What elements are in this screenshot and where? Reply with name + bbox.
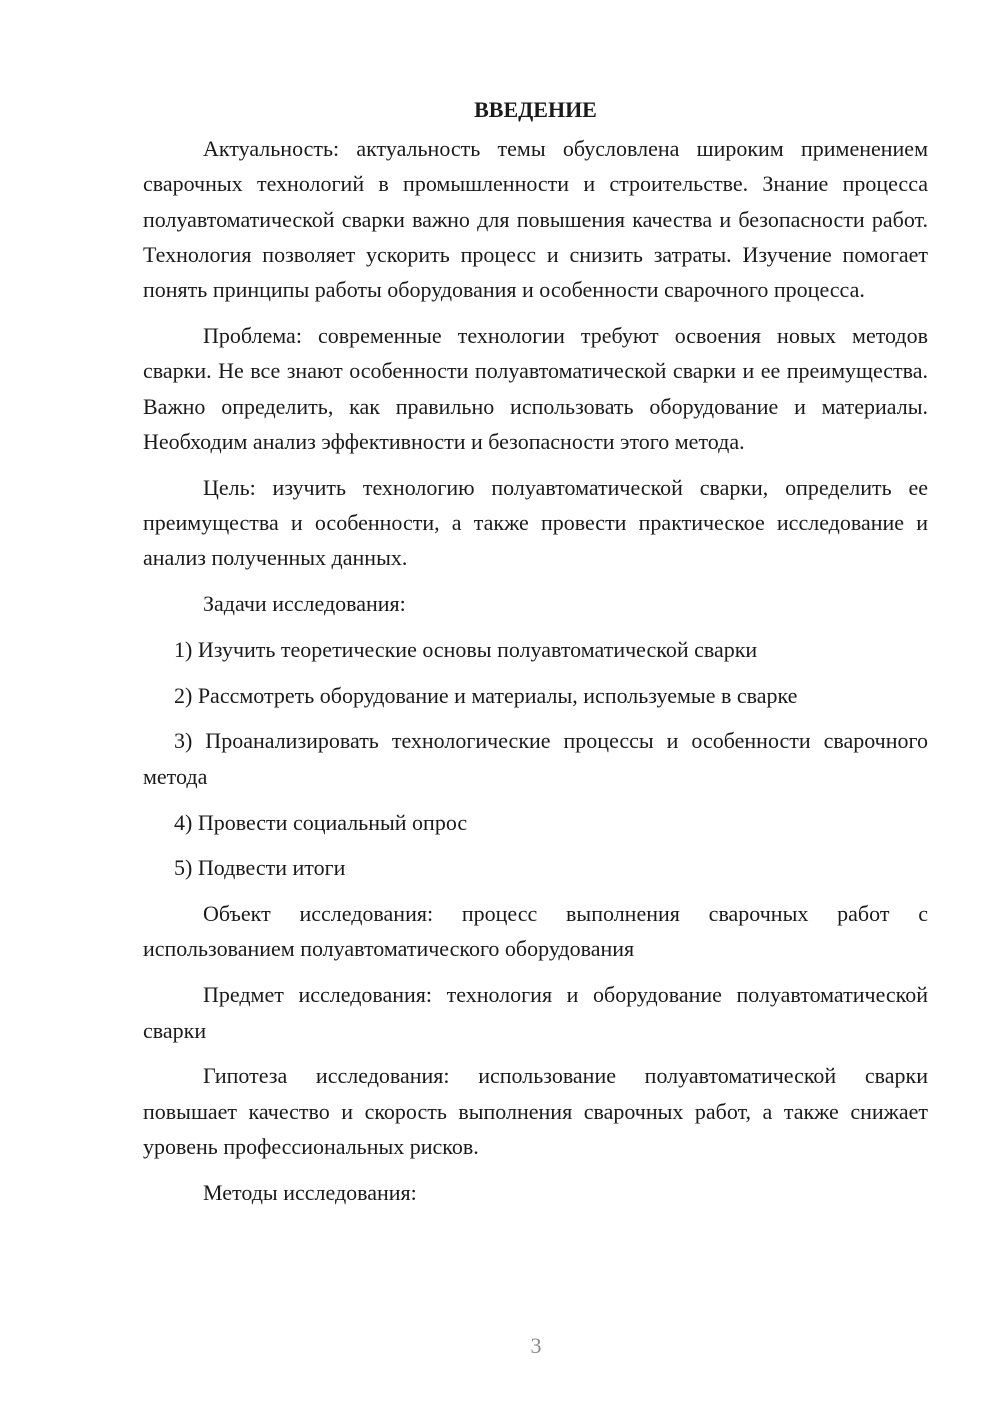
paragraph-methods-heading: Методы исследования: bbox=[203, 1179, 417, 1205]
task-item: 2) Рассмотреть оборудование и материалы, используемые в сварке bbox=[174, 682, 798, 708]
paragraph-subject: Предмет исследования: технология и оборудование полуавтоматической сварки bbox=[143, 982, 928, 1043]
document-page bbox=[143, 92, 928, 1221]
task-item: 5) Подвести итоги bbox=[174, 855, 346, 881]
paragraph-problem: Проблема: современные технологии требуют освоения новых методов сварки. Не все знают особенности полуавтоматической сварки и ее преимущества. Важно определить, как правильно использовать оборудование и материалы. Необходим анализ эффективности и безопасности этого метода. bbox=[143, 322, 928, 454]
section-title: ВВЕДЕНИЕ bbox=[474, 97, 597, 122]
task-item: 3) Проанализировать технологические процессы и особенности сварочного метода bbox=[143, 728, 928, 789]
paragraph-hypothesis: Гипотеза исследования: использование полуавтоматической сварки повышает качество и скорость выполнения сварочных работ, а также снижает уровень профессиональных рисков. bbox=[143, 1063, 928, 1159]
paragraph-tasks-heading: Задачи исследования: bbox=[203, 591, 406, 617]
page-number: 3 bbox=[530, 1333, 542, 1358]
task-item: 4) Провести социальный опрос bbox=[174, 809, 468, 835]
paragraph-goal: Цель: изучить технологию полуавтоматической сварки, определить ее преимущества и особенности, а также провести практическое исследование и анализ полученных данных. bbox=[143, 474, 928, 571]
paragraph-relevance: Актуальность: актуальность темы обусловлена широким применением сварочных технологий в промышленности и строительстве. Знание процесса полуавтоматической сварки важно для повышения качества и безопасности работ. Технология позволяет ускорить процесс и снизить затраты. Изучение помогает понять принципы работы оборудования и особенности сварочного процесса. bbox=[143, 136, 928, 303]
paragraph-object: Объект исследования: процесс выполнения сварочных работ с использованием полуавтоматического оборудования bbox=[143, 901, 928, 962]
task-item: 1) Изучить теоретические основы полуавтоматической сварки bbox=[174, 636, 758, 662]
